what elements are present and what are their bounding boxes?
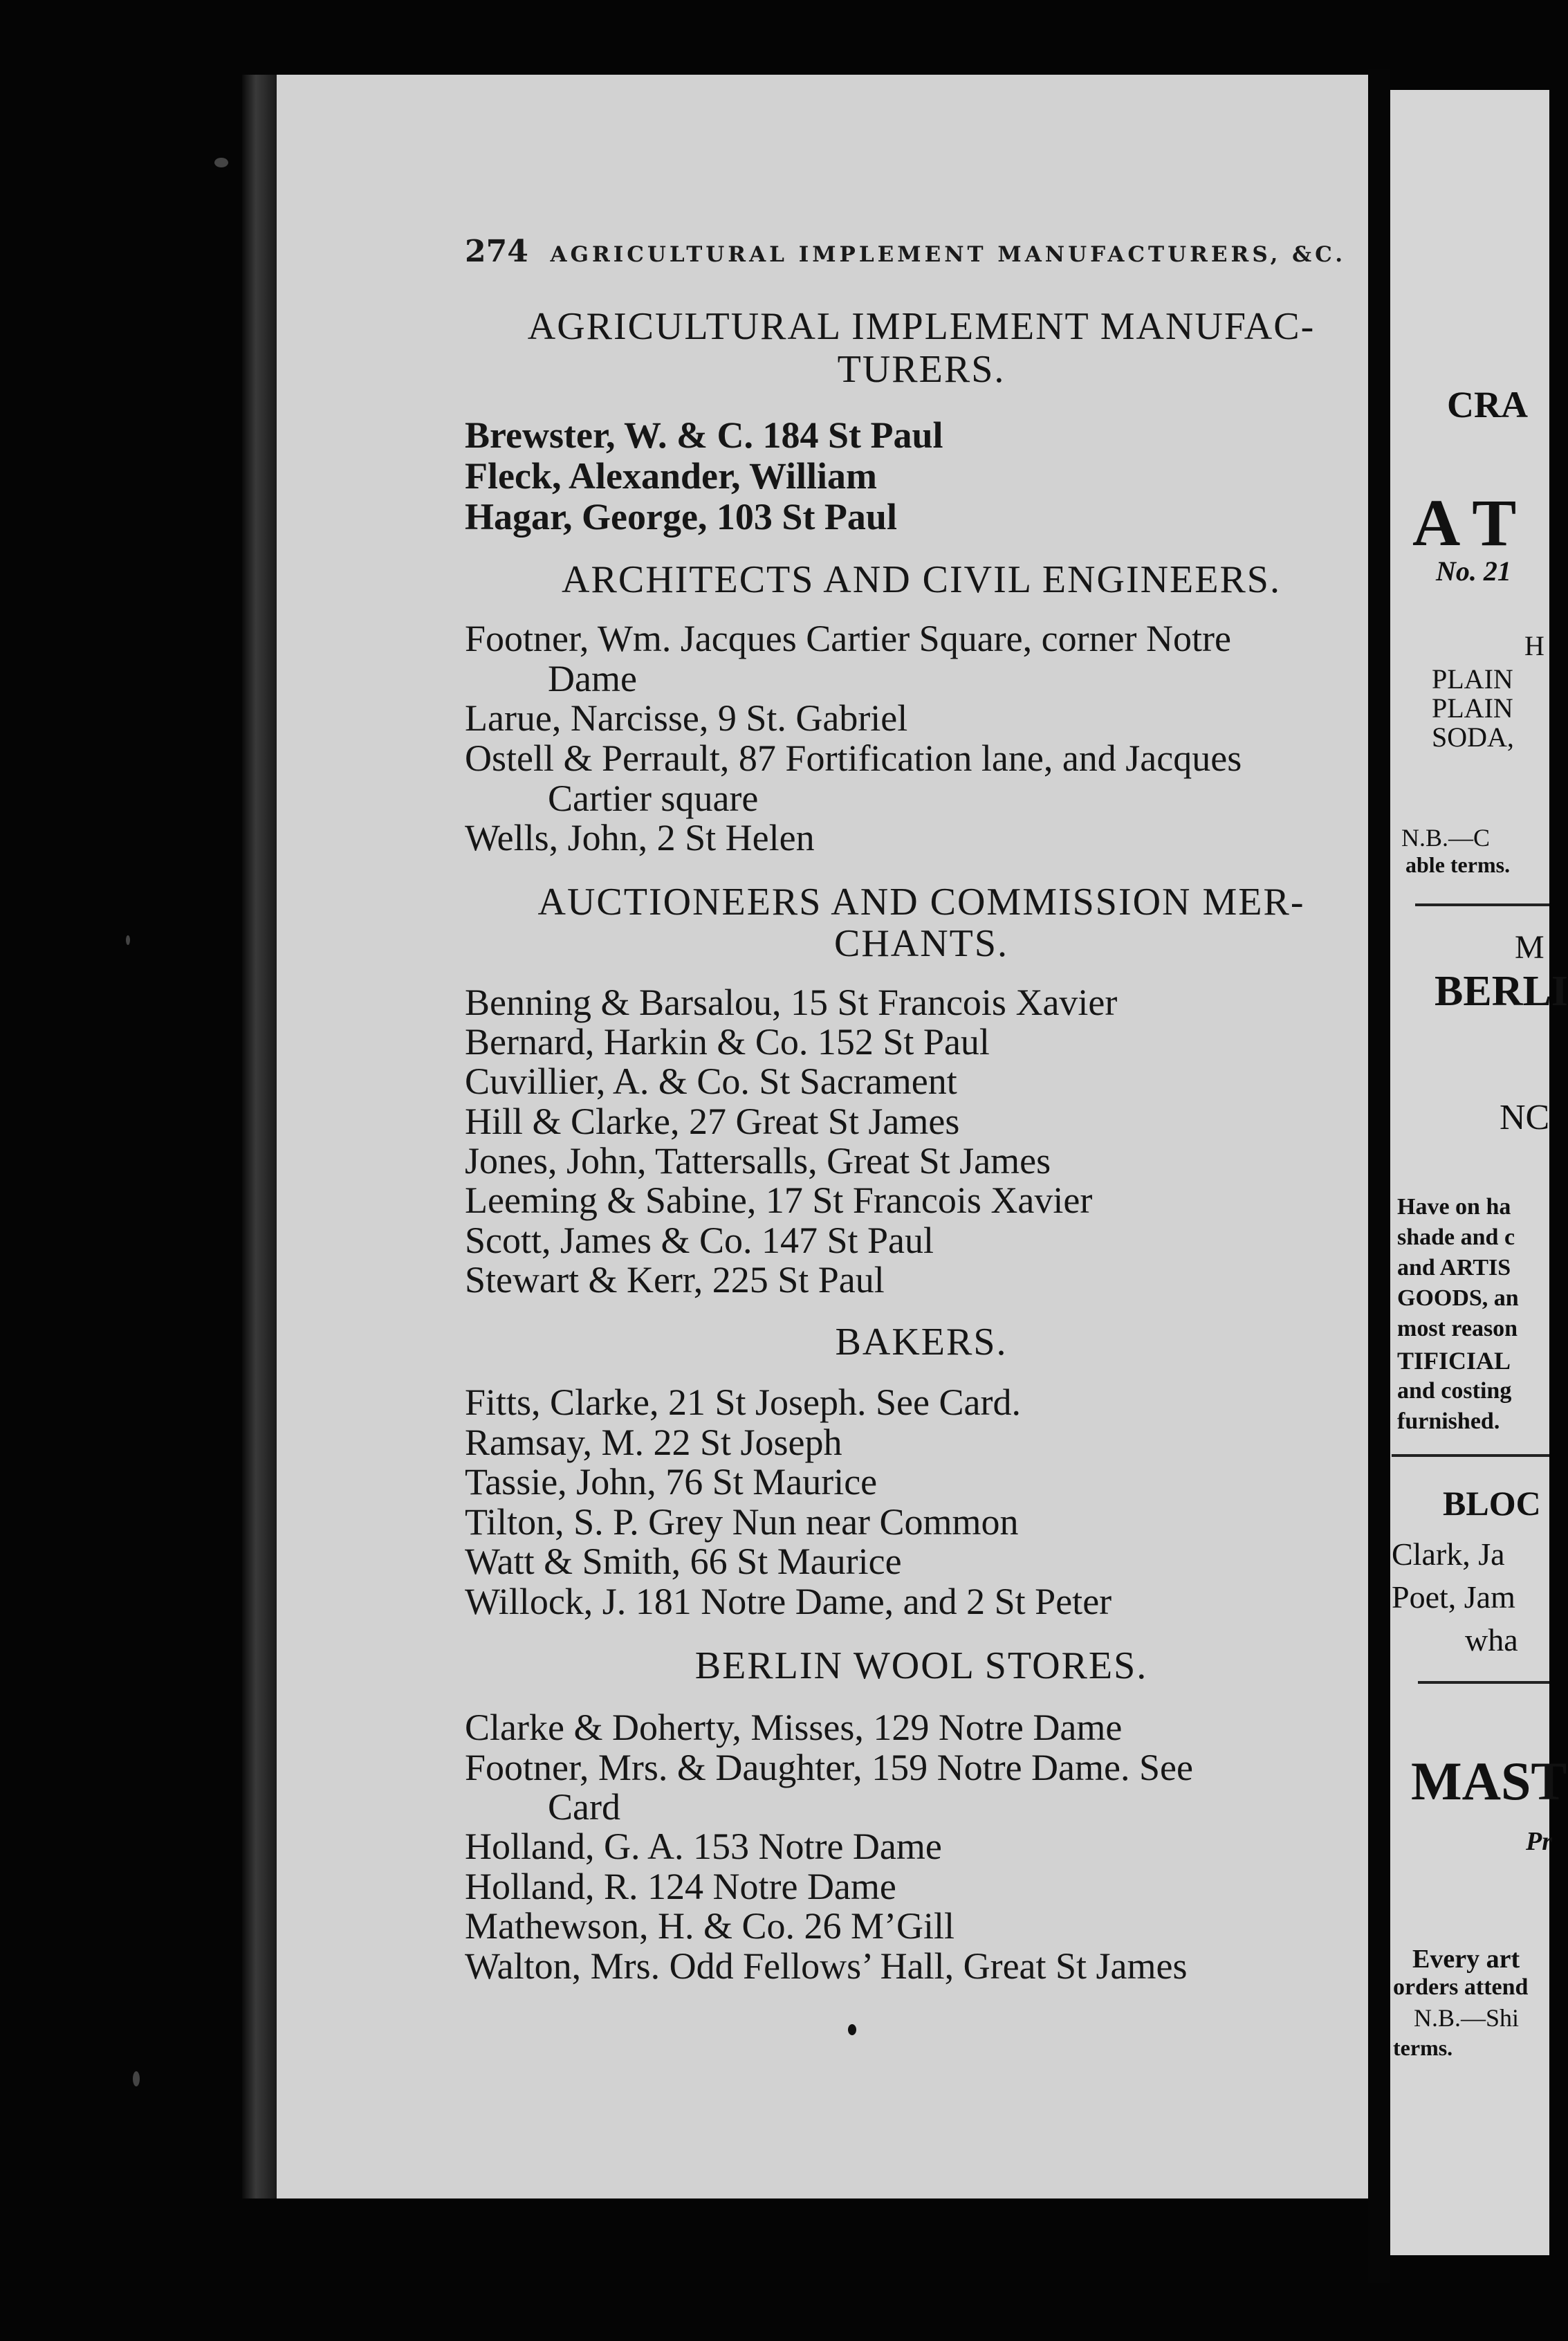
list-item: Ramsay, M. 22 St Joseph [465,1422,842,1463]
list-item: Tilton, S. P. Grey Nun near Common [465,1501,1019,1543]
list-item: Bernard, Harkin & Co. 152 St Paul [465,1021,990,1063]
list-item: Stewart & Kerr, 225 St Paul [465,1259,885,1301]
list-item: Willock, J. 181 Notre Dame, and 2 St Peter [465,1581,1112,1622]
facing-text: terms. [1393,2035,1453,2060]
section-heading-architects: ARCHITECTS AND CIVIL ENGINEERS. [562,558,1281,601]
list-item: Holland, G. A. 153 Notre Dame [465,1826,942,1867]
running-title: AGRICULTURAL IMPLEMENT MANUFACTURERS, &C. [550,242,1347,267]
list-item: Ostell & Perrault, 87 Fortification lane, and Jacques [465,737,1242,779]
facing-text: MAST [1411,1751,1567,1811]
list-item: Leeming & Sabine, 17 St Francois Xavier [465,1179,1093,1221]
facing-text: Every art [1412,1945,1520,1974]
facing-text: Poet, Jam [1392,1579,1515,1615]
list-item: Wells, John, 2 St Helen [465,817,815,859]
list-item: Watt & Smith, 66 St Maurice [465,1541,902,1582]
section-heading-auctioneers-1: AUCTIONEERS AND COMMISSION MER- [537,881,1305,924]
facing-text: shade and c [1397,1224,1515,1250]
rule [1415,903,1549,906]
facing-text: wha [1465,1622,1518,1658]
facing-text: most reason [1397,1316,1518,1341]
book-gutter [1368,69,1390,2283]
list-item: Fitts, Clarke, 21 St Joseph. See Card. [465,1381,1021,1423]
facing-text: Clark, Ja [1392,1536,1505,1572]
list-item: Footner, Wm. Jacques Cartier Square, corner Notre [465,618,1231,659]
section-heading-agricultural-1: AGRICULTURAL IMPLEMENT MANUFAC- [527,305,1316,348]
facing-page-fragment [1390,90,1568,2255]
section-heading-auctioneers-2: CHANTS. [833,922,1009,965]
facing-text: H [1524,630,1544,661]
list-item: Fleck, Alexander, William [465,455,878,497]
list-item: Scott, James & Co. 147 St Paul [465,1220,934,1261]
list-item: Hill & Clarke, 27 Great St James [465,1101,960,1142]
facing-text: Pr [1526,1827,1552,1856]
facing-text: PLAIN [1432,663,1513,695]
facing-text: and costing [1397,1378,1512,1404]
facing-text: SODA, [1432,722,1514,753]
list-item: Mathewson, H. & Co. 26 M’Gill [465,1905,954,1947]
page-edge-shadow [242,75,277,2198]
list-item: Benning & Barsalou, 15 St Francois Xavier [465,982,1118,1023]
facing-text: GOODS, an [1397,1285,1519,1311]
facing-text: CRA [1447,384,1528,425]
section-heading-bakers: BAKERS. [835,1321,1008,1364]
list-item: Clarke & Doherty, Misses, 129 Notre Dame [465,1707,1123,1748]
facing-text: orders attend [1393,1974,1529,2000]
list-item: Walton, Mrs. Odd Fellows’ Hall, Great St James [465,1945,1188,1987]
running-head [465,234,1346,269]
list-item: Footner, Mrs. & Daughter, 159 Notre Dame. See [465,1747,1193,1788]
list-item-continuation: Dame [548,658,637,699]
ink-dot [848,2024,856,2035]
section-heading-agricultural-2: TURERS. [837,348,1006,391]
facing-text: M [1515,929,1544,966]
list-item: Jones, John, Tattersalls, Great St James [465,1140,1051,1182]
list-item: Hagar, George, 103 St Paul [465,496,897,538]
facing-text: TIFICIAL [1397,1347,1511,1375]
list-item-continuation: Card [548,1786,620,1828]
facing-text: PLAIN [1432,692,1513,724]
facing-text: N.B.—C [1401,824,1491,852]
facing-text: No. 21 [1436,556,1511,587]
facing-text: BLOC [1443,1484,1541,1523]
list-item: Tassie, John, 76 St Maurice [465,1461,878,1503]
facing-text: N.B.—Shi [1414,2004,1520,2032]
section-heading-berlin-wool: BERLIN WOOL STORES. [694,1644,1148,1687]
rule [1392,1454,1549,1457]
page-number: 274 [465,234,528,269]
list-item: Larue, Narcisse, 9 St. Gabriel [465,697,908,739]
list-item-continuation: Cartier square [548,778,759,819]
facing-text: and ARTIS [1397,1255,1511,1280]
list-item: Brewster, W. & C. 184 St Paul [465,414,943,456]
list-item: Cuvillier, A. & Co. St Sacrament [465,1061,957,1102]
facing-text: NC [1500,1098,1550,1137]
facing-text: BERLI [1435,968,1568,1015]
facing-text: furnished. [1397,1408,1500,1434]
list-item: Holland, R. 124 Notre Dame [465,1866,896,1907]
rule [1418,1681,1549,1684]
facing-text: able terms. [1405,852,1511,877]
facing-text: A T [1412,486,1517,560]
facing-text: Have on ha [1397,1194,1511,1220]
